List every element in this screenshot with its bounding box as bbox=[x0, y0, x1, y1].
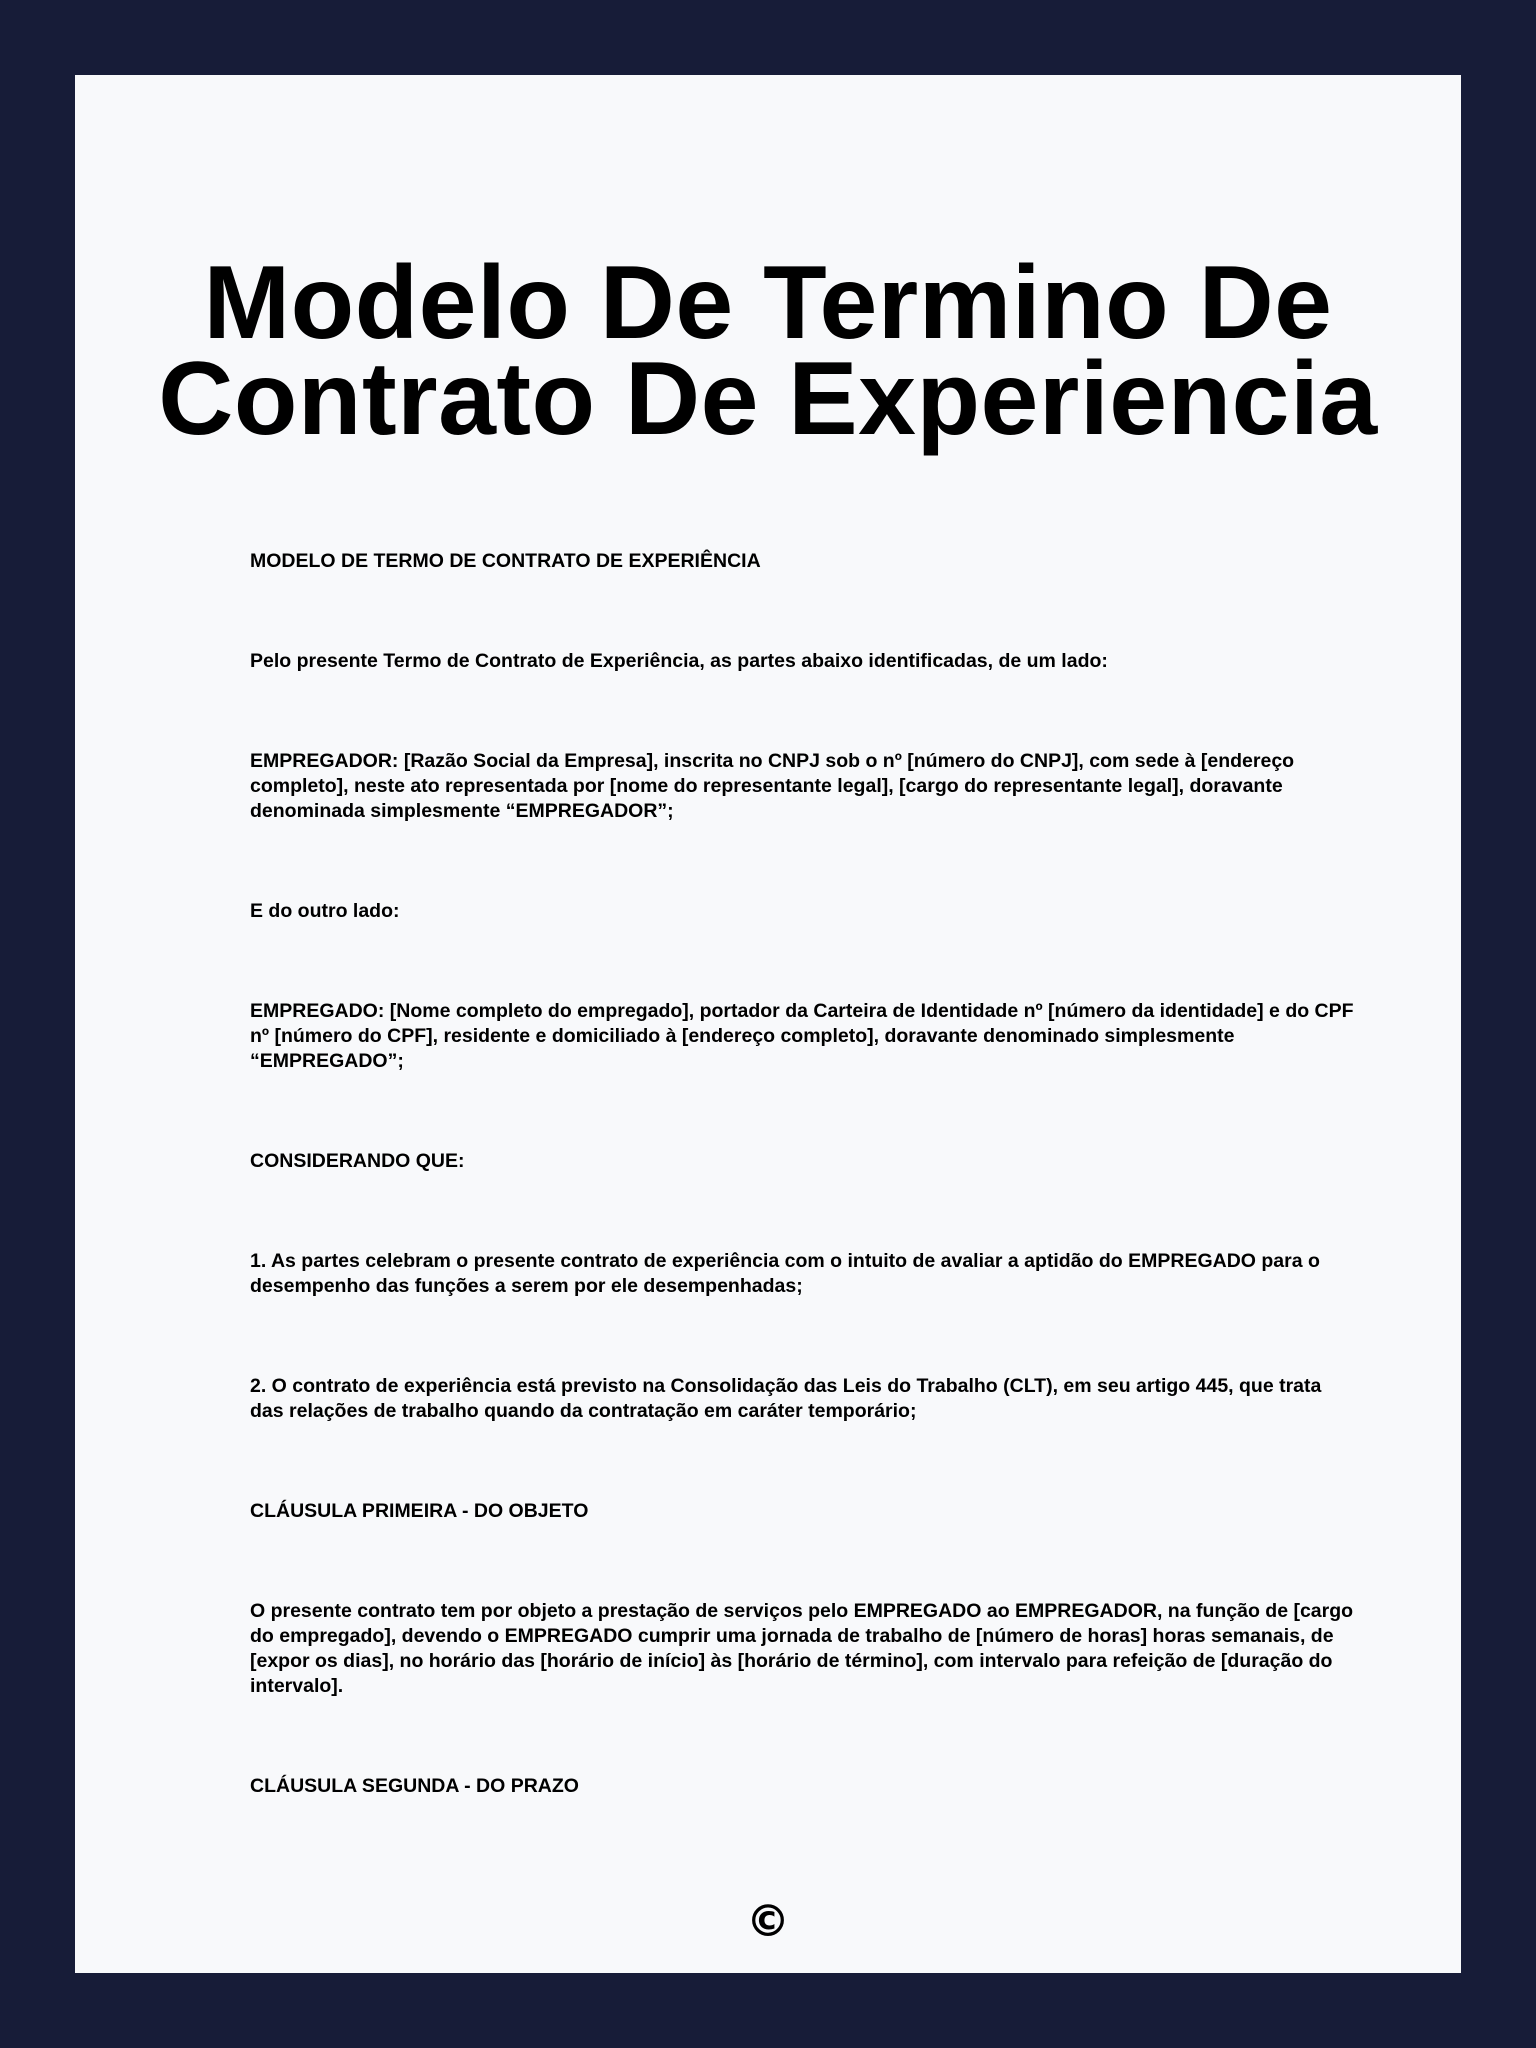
employee-paragraph: EMPREGADO: [Nome completo do empregado], portador da Carteira de Identidade nº [número da identidade] e do CPF nº [número do CPF], residente e domiciliado à [endereço completo], doravante denominado simplesmente “EMPREGADO”; bbox=[250, 1000, 1354, 1072]
title-line-2: Contrato De Experiencia bbox=[158, 341, 1378, 457]
clause-1-text: O presente contrato tem por objeto a prestação de serviços pelo EMPREGADO ao EMPREGADOR, na função de [cargo do empregado], devendo o EMPREGADO cumprir uma jornada de trabalho de [número de horas] horas semanais, de [expor os dias], no horário das [horário de início] às [horário de término], com intervalo para refeição de [duração do intervalo]. bbox=[250, 1600, 1354, 1697]
other-side-paragraph: E do outro lado: bbox=[250, 900, 400, 922]
clause-1-heading: CLÁUSULA PRIMEIRA - DO OBJETO bbox=[250, 1500, 589, 1522]
intro-paragraph: Pelo presente Termo de Contrato de Experiência, as partes abaixo identificadas, de um lado: bbox=[250, 650, 1108, 672]
considering-item-2: 2. O contrato de experiência está previsto na Consolidação das Leis do Trabalho (CLT), em seu artigo 445, que trata das relações de trabalho quando da contratação em caráter temporário; bbox=[250, 1375, 1322, 1422]
considering-item-1: 1. As partes celebram o presente contrato de experiência com o intuito de avaliar a aptidão do EMPREGADO para o desempenho das funções a serem por ele desempenhadas; bbox=[250, 1250, 1320, 1297]
document-page bbox=[75, 75, 1461, 1973]
doc-heading: MODELO DE TERMO DE CONTRATO DE EXPERIÊNCIA bbox=[250, 550, 761, 572]
document-title bbox=[75, 245, 1461, 457]
title-line-1: Modelo De Termino De bbox=[203, 245, 1333, 361]
clause-2-heading: CLÁUSULA SEGUNDA - DO PRAZO bbox=[250, 1775, 579, 1797]
copyright-icon: © bbox=[746, 1896, 790, 1947]
considering-heading: CONSIDERANDO QUE: bbox=[250, 1150, 465, 1172]
employer-paragraph: EMPREGADOR: [Razão Social da Empresa], inscrita no CNPJ sob o nº [número do CNPJ], com sede à [endereço completo], neste ato representada por [nome do representante legal], [cargo do representante legal], doravante denominada simplesmente “EMPREGADOR”; bbox=[250, 750, 1295, 822]
document-body bbox=[250, 549, 1360, 1874]
